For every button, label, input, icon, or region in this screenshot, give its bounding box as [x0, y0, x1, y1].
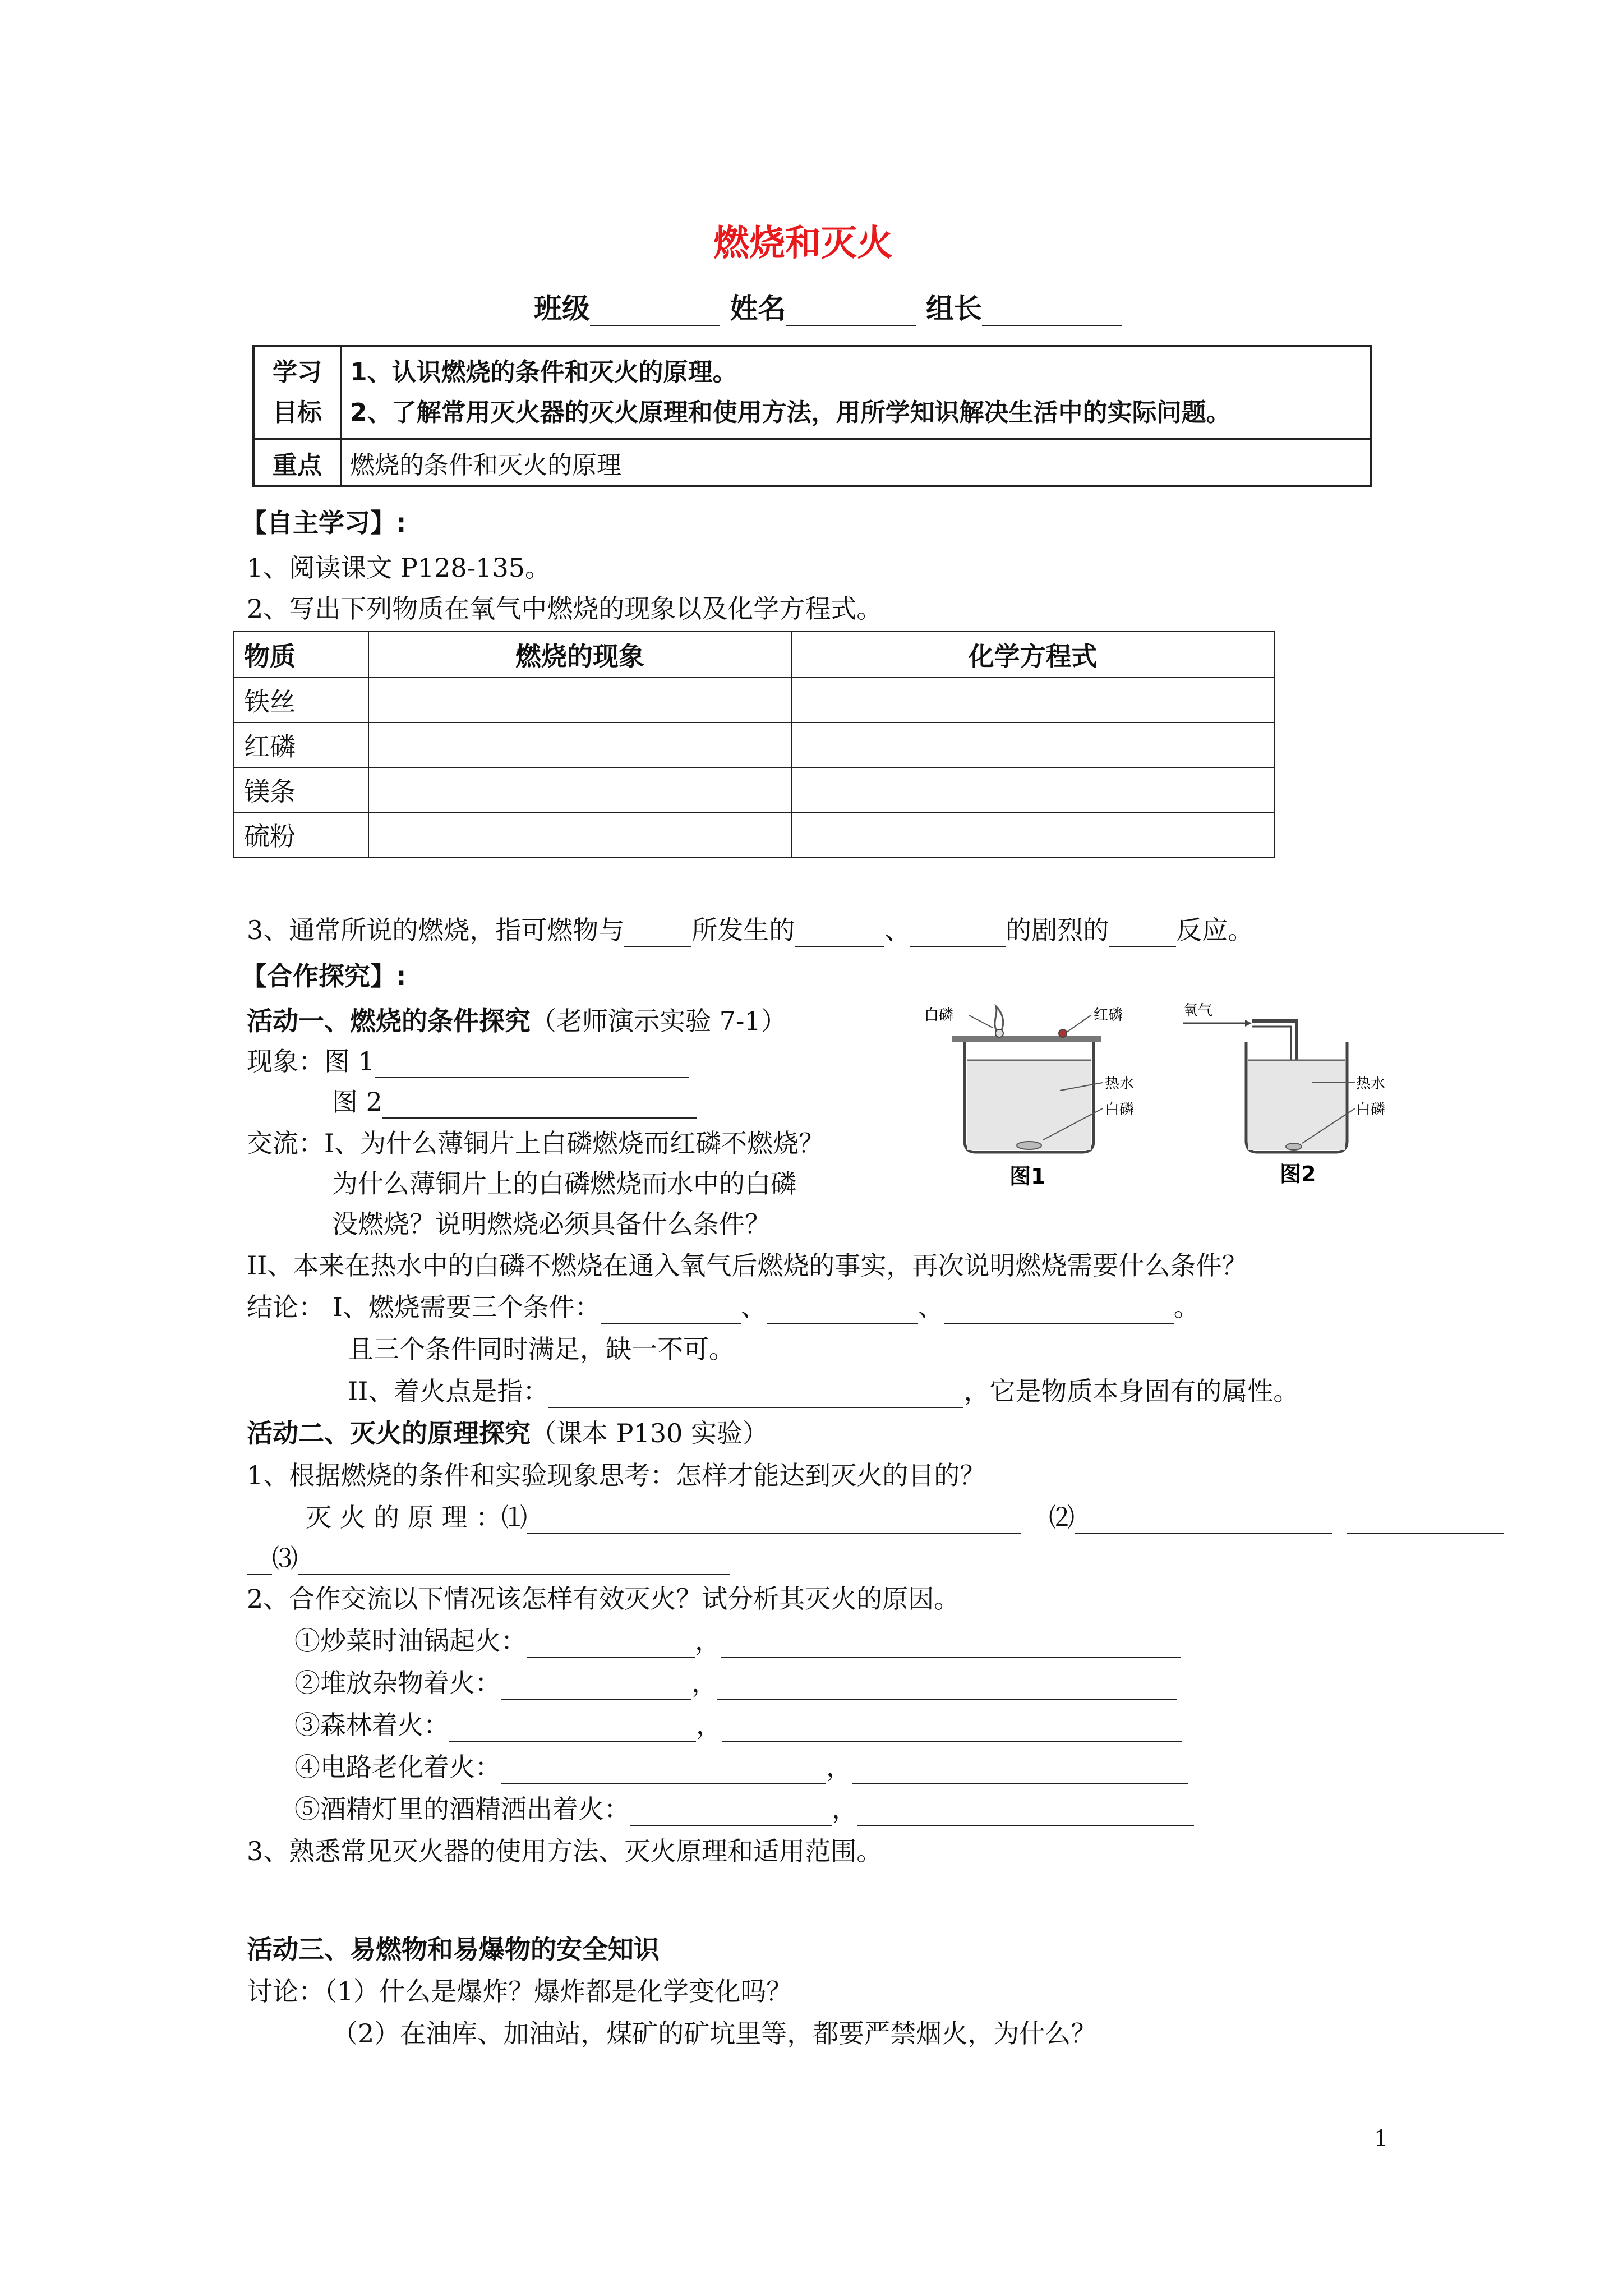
- blank[interactable]: [1109, 920, 1176, 947]
- case-4: ④电路老化着火： ，: [294, 1750, 1188, 1784]
- hot-water: [967, 1060, 1091, 1150]
- activity-2-q1: 1、根据燃烧的条件和实验现象思考：怎样才能达到灭火的目的？: [247, 1460, 986, 1490]
- case-1: ①炒菜时油锅起火： ，: [294, 1624, 1181, 1658]
- blank[interactable]: [722, 1715, 1182, 1742]
- substance-cell: 红磷: [233, 723, 368, 767]
- name-label: 姓名: [730, 292, 786, 325]
- combustion-table: [233, 631, 1275, 858]
- case-2: ②堆放杂物着火： ，: [294, 1666, 1177, 1700]
- blank[interactable]: [624, 920, 691, 947]
- leader-blank[interactable]: [982, 300, 1122, 326]
- page-number: 1: [1374, 2126, 1389, 2152]
- blank[interactable]: [382, 1092, 697, 1119]
- key-label: 重点: [253, 439, 341, 486]
- blank[interactable]: [527, 1631, 695, 1658]
- table-header-substance: 物质: [233, 632, 368, 678]
- activity-1-title: 活动一、燃烧的条件探究（老师演示实验 7-1）: [247, 1006, 787, 1036]
- class-blank[interactable]: [590, 300, 720, 326]
- phenomenon-cell[interactable]: [368, 767, 791, 812]
- discussion-1: 交流：I、为什么薄铜片上白磷燃烧而红磷不燃烧？: [247, 1128, 825, 1158]
- self-study-item-2: 2、写出下列物质在氧气中燃烧的现象以及化学方程式。: [247, 593, 883, 624]
- equation-cell[interactable]: [791, 678, 1274, 723]
- blank[interactable]: [910, 920, 1006, 947]
- figure-1: [924, 1006, 1134, 1189]
- discussion-3: 没燃烧？说明燃烧必须具备什么条件？: [332, 1209, 771, 1239]
- self-study-heading: 【自主学习】:: [241, 508, 407, 538]
- observation-fig2: 图 2: [332, 1085, 697, 1119]
- observation-fig1: 现象：图 1: [247, 1045, 689, 1078]
- blank[interactable]: [601, 1297, 741, 1324]
- blank[interactable]: [298, 1548, 730, 1575]
- activity-3-q2: （2）在油库、加油站，煤矿的矿坑里等，都要严禁烟火，为什么？: [332, 2018, 1097, 2049]
- principle-line: 灭 火 的 原 理 ：⑴ ⑵: [306, 1501, 1504, 1534]
- copper-sheet: [952, 1036, 1101, 1042]
- equation-cell[interactable]: [791, 812, 1274, 857]
- blank[interactable]: [449, 1715, 696, 1742]
- blank[interactable]: [527, 1507, 1021, 1534]
- self-study-item-3: 3、通常所说的燃烧，指可燃物与 所发生的 、 的剧烈的 反应。: [247, 913, 1253, 947]
- learning-goals-table: [252, 345, 1372, 487]
- activity-3-title: 活动三、易燃物和易爆物的安全知识: [247, 1934, 660, 1964]
- discussion-2: 为什么薄铜片上的白磷燃烧而水中的白磷: [332, 1168, 796, 1199]
- phenomenon-cell[interactable]: [368, 812, 791, 857]
- activity-2-q2: 2、合作交流以下情况该怎样有效灭火？试分析其灭火的原因。: [247, 1584, 960, 1614]
- table-header-equation: 化学方程式: [791, 632, 1274, 678]
- substance-cell: 镁条: [233, 767, 368, 812]
- substance-cell: 铁丝: [233, 678, 368, 723]
- blank[interactable]: [630, 1799, 832, 1826]
- principle-line-3: ⑶: [247, 1542, 730, 1575]
- conclusion-1: 结论： I、燃烧需要三个条件： 、 、 。: [247, 1290, 1200, 1324]
- goals-label-cell: 学习 目标: [253, 346, 341, 439]
- conclusion-2: 且三个条件同时满足，缺一不可。: [348, 1334, 735, 1364]
- fig1-label-red-phosphorus: 红磷: [1094, 1007, 1123, 1024]
- experiment-figures: [920, 993, 1402, 1195]
- leader-label: 组长: [925, 292, 982, 325]
- phenomenon-cell[interactable]: [368, 723, 791, 767]
- coop-heading: 【合作探究】:: [241, 961, 407, 991]
- substance-cell: 硫粉: [233, 812, 368, 857]
- fig2-label-hot-water: 热水: [1356, 1075, 1386, 1092]
- page-title: 燃烧和灭火: [713, 223, 893, 264]
- fig2-label-white-phosphorus: 白磷: [1356, 1101, 1386, 1118]
- equation-cell[interactable]: [791, 767, 1274, 812]
- conclusion-3: II、着火点是指： ，它是物质本身固有的属性。: [348, 1374, 1299, 1408]
- phenomenon-cell[interactable]: [368, 678, 791, 723]
- blank[interactable]: [944, 1297, 1174, 1324]
- figure-2: [1183, 1002, 1385, 1186]
- case-5: ⑤酒精灯里的酒精洒出着火： ，: [294, 1792, 1194, 1826]
- header-fields: [534, 286, 1122, 326]
- class-label: 班级: [534, 292, 590, 325]
- blank[interactable]: [247, 1548, 272, 1575]
- blank[interactable]: [717, 1673, 1177, 1700]
- blank[interactable]: [375, 1051, 689, 1078]
- goal-2: 2、了解常用灭火器的灭火原理和使用方法，用所学知识解决生活中的实际问题。: [350, 398, 1231, 427]
- case-3: ③森林着火： ，: [294, 1708, 1182, 1742]
- activity-2-q3: 3、熟悉常见灭火器的使用方法、灭火原理和适用范围。: [247, 1836, 883, 1866]
- blank[interactable]: [548, 1381, 963, 1408]
- fig2-caption: 图2: [1280, 1162, 1316, 1186]
- equation-cell[interactable]: [791, 723, 1274, 767]
- blank[interactable]: [795, 920, 884, 947]
- blank[interactable]: [1075, 1507, 1332, 1534]
- fig1-caption: 图1: [1009, 1164, 1046, 1189]
- key-text: 燃烧的条件和灭火的原理: [341, 439, 1371, 486]
- name-blank[interactable]: [786, 300, 916, 326]
- goals-content-cell: [341, 346, 1371, 439]
- fig2-label-oxygen: 氧气: [1183, 1002, 1213, 1019]
- table-row: [233, 678, 1274, 723]
- blank[interactable]: [721, 1631, 1181, 1658]
- table-header-phenomenon: 燃烧的现象: [368, 632, 791, 678]
- blank[interactable]: [501, 1673, 691, 1700]
- fig1-label-white-phosphorus: 白磷: [924, 1007, 954, 1024]
- goal-1: 1、认识燃烧的条件和灭火的原理。: [350, 358, 737, 386]
- activity-3-q1: 讨论：（1）什么是爆炸？爆炸都是化学变化吗？: [247, 1976, 792, 2007]
- table-row: [233, 767, 1274, 812]
- fig1-label-hot-water: 热水: [1105, 1075, 1135, 1092]
- flame-icon: [995, 1006, 1003, 1032]
- blank[interactable]: [852, 1757, 1188, 1784]
- fig1-label-white-phosphorus-water: 白磷: [1105, 1101, 1135, 1118]
- activity-2-title: 活动二、灭火的原理探究（课本 P130 实验）: [247, 1418, 768, 1448]
- discussion-4: II、本来在热水中的白磷不燃烧在通入氧气后燃烧的事实，再次说明燃烧需要什么条件？: [247, 1250, 1248, 1281]
- self-study-item-1: 1、阅读课文 P128-135。: [247, 553, 551, 583]
- table-row: [233, 812, 1274, 857]
- blank[interactable]: [501, 1757, 826, 1784]
- blank[interactable]: [767, 1297, 918, 1324]
- blank[interactable]: [1347, 1507, 1504, 1534]
- blank[interactable]: [857, 1799, 1194, 1826]
- table-row: [233, 723, 1274, 767]
